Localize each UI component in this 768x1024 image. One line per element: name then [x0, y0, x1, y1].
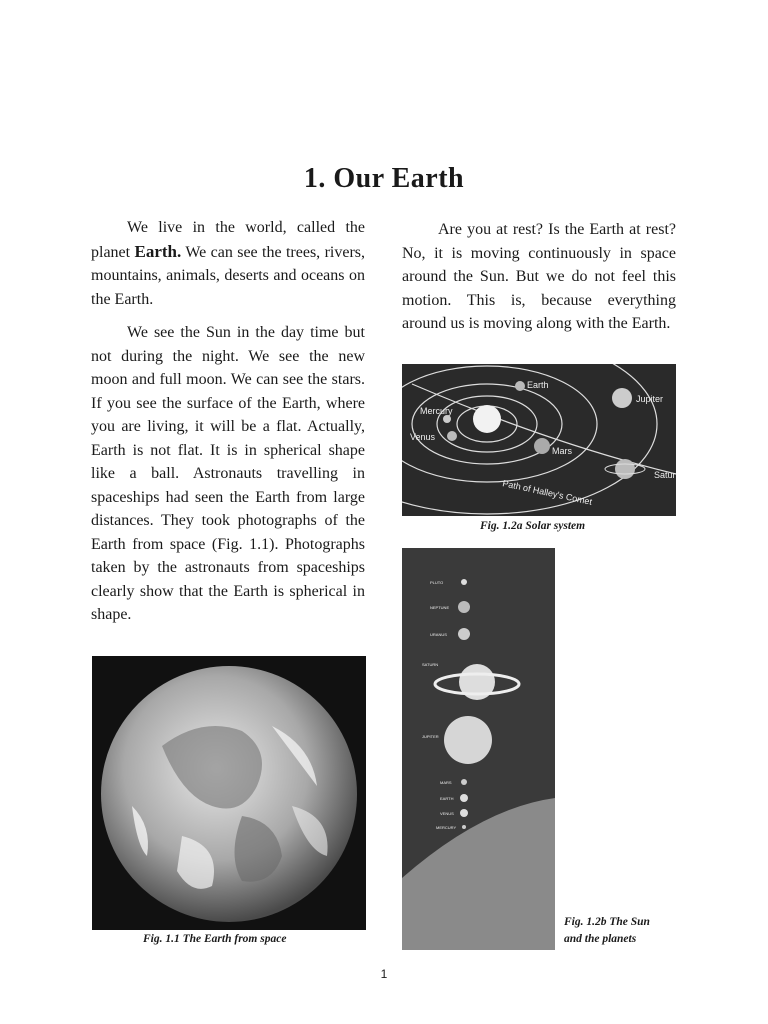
label-mars-b: MARS [440, 780, 452, 785]
planets-column-diagram [402, 548, 555, 950]
left-column [91, 216, 365, 637]
page-number: 1 [380, 967, 388, 981]
label-jupiter: Jupiter [636, 394, 664, 404]
solar-system-diagram [402, 364, 676, 516]
paragraph: Are you at rest? Is the Earth at rest? No, it is moving continuously in space around the Sun. But we do not feel this motion. This is, because everything around us is moving along with the Earth. [402, 221, 676, 332]
label-comet-path: Path of Halley's Comet [501, 478, 593, 507]
label-earth-b: EARTH [440, 796, 454, 801]
label-venus: Venus [410, 432, 436, 442]
fig12b-caption-line2: and the planets [564, 933, 637, 945]
label-venus-b: VENUS [440, 811, 454, 816]
paragraph-text: We can see the trees, rivers, mountains, animals, deserts and oceans on the Earth. [91, 243, 365, 308]
paragraph: We see the Sun in the day time but not during the night. We see the new moon and full moon. We can see the stars. If you see the surface of the Earth, where you are living, it will be a flat. Actually, Earth is not flat. It is in spherical shape like a ball. Astronauts travelling in spaceships had seen the Earth from large distances. They took photographs of the Earth from space (Fig. 1.1). Photographs taken by the astronauts from spaceships clearly show that the Earth is spherical in shape. [91, 324, 365, 623]
earth-photo [92, 656, 366, 930]
label-pluto: PLUTO [430, 580, 444, 585]
emphasis-earth: Earth. [134, 241, 182, 261]
fig11-caption: Fig. 1.1 The Earth from space [143, 933, 287, 945]
solar-system-photo [402, 364, 676, 516]
right-column [402, 218, 676, 346]
fig12a-caption: Fig. 1.2a Solar system [480, 520, 586, 532]
label-mars: Mars [552, 446, 572, 456]
label-mercury-b: MERCURY [436, 825, 457, 830]
paragraph [91, 216, 365, 311]
label-uranus: URANUS [430, 632, 447, 637]
label-mercury: Mercury [420, 406, 453, 416]
fig12b-caption [564, 914, 650, 948]
earth-globe-image [92, 656, 366, 930]
label-jupiter-b: JUPITER [422, 734, 439, 739]
label-neptune: NEPTUNE [430, 605, 450, 610]
label-saturn: Satur [654, 470, 676, 480]
page-title: 1. Our Earth [303, 163, 465, 194]
label-saturn-b: SATURN [422, 662, 439, 667]
paragraph-text: We live in the world, called the planet [91, 219, 365, 261]
label-earth: Earth [527, 380, 549, 390]
fig12b-caption-line1: Fig. 1.2b The Sun [564, 916, 650, 928]
planets-photo [402, 548, 555, 950]
